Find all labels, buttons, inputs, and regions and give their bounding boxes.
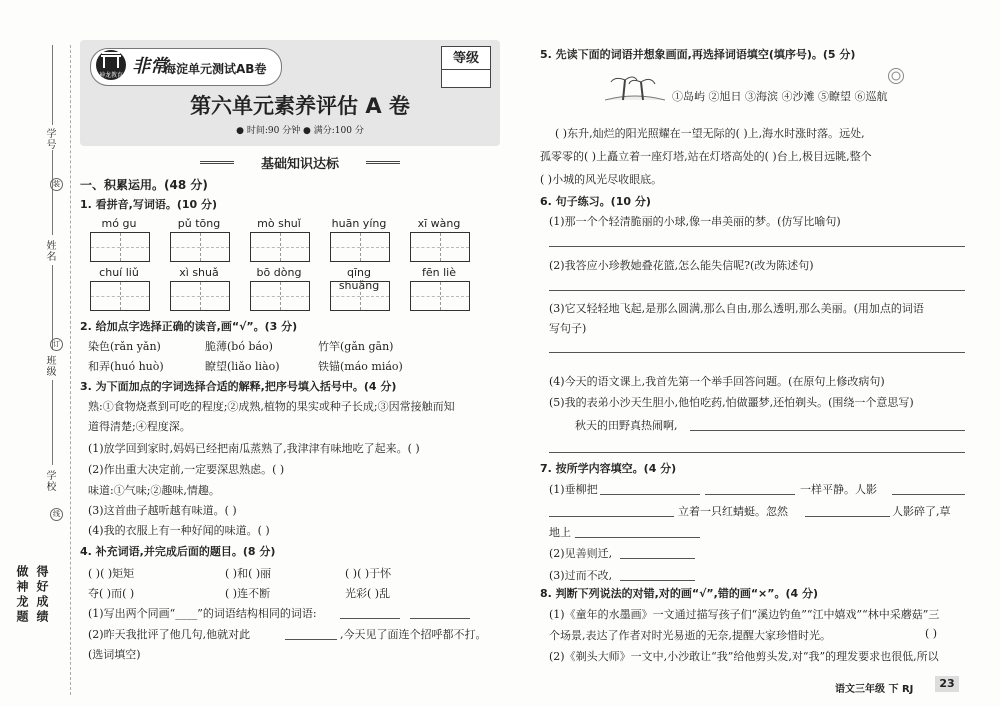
pinyin: bō dòng <box>256 266 302 279</box>
page-title: 第六单元素养评估 A 卷 <box>190 94 410 118</box>
cut-line <box>70 45 72 695</box>
question-8: 8. 判断下列说法的对错,对的画“√”,错的画“×”。(4 分) <box>540 587 819 600</box>
idiom-blank[interactable]: 光彩( )乱 <box>345 587 391 600</box>
q2-option[interactable]: 瞭望(liǎo liào) <box>205 360 280 373</box>
idiom-blank[interactable]: ( )连不断 <box>225 587 271 600</box>
slogan: 得好成绩 <box>35 565 49 625</box>
student-id-label: 学号 <box>44 128 55 150</box>
pinyin: xī wàng <box>417 217 461 230</box>
answer-line[interactable] <box>892 494 965 495</box>
writing-grid[interactable] <box>250 281 310 311</box>
word-options: ①岛屿 ②旭日 ③海滨 ④沙滩 ⑤瞭望 ⑥巡航 <box>672 90 888 103</box>
q2-option[interactable]: 铁锚(máo miáo) <box>318 360 403 373</box>
q2-option[interactable]: 和弄(huó huò) <box>88 360 164 373</box>
answer-line[interactable] <box>285 639 337 640</box>
answer-line[interactable] <box>410 618 470 619</box>
class-label: 班级 <box>44 355 55 377</box>
writing-grid[interactable] <box>90 232 150 262</box>
writing-grid[interactable] <box>410 232 470 262</box>
footer-label: 语文三年级 下 RJ <box>835 684 914 695</box>
palm-beach-icon <box>605 68 665 108</box>
fill-blank-text[interactable]: 孤零零的( )上矗立着一座灯塔,站在灯塔高处的( )台上,极目远眺,整个 <box>540 150 872 163</box>
q7-text: (3)过而不改, <box>549 569 613 582</box>
q3-sentence[interactable]: (2)作出重大决定前,一定要深思熟虑。( ) <box>88 463 285 476</box>
q3-sentence[interactable]: (4)我的衣服上有一种好闻的味道。( ) <box>88 524 270 537</box>
answer-line[interactable] <box>620 558 695 559</box>
q7-text: 人影碎了,草 <box>892 505 951 518</box>
part-heading: 一、积累运用。(48 分) <box>80 178 208 192</box>
q2-option[interactable]: 竹竿(gǎn gān) <box>318 340 394 353</box>
writing-grid[interactable] <box>250 232 310 262</box>
pinyin: xì shuǎ <box>179 266 219 279</box>
pinyin: huān yíng <box>331 217 387 230</box>
gate-icon <box>96 50 126 70</box>
answer-line[interactable] <box>805 516 890 517</box>
logo-text: 神龙教育 <box>98 72 123 79</box>
answer-line[interactable] <box>705 494 795 495</box>
writing-grid[interactable] <box>90 281 150 311</box>
page-number: 23 <box>935 676 959 692</box>
q6-prompt: 写句子) <box>549 322 587 335</box>
answer-line[interactable] <box>575 537 700 538</box>
publisher-logo <box>96 50 126 80</box>
q7-text: (1)垂柳把 <box>549 483 598 496</box>
question-1: 1. 看拼音,写词语。(10 分) <box>80 198 218 211</box>
binding-mark: 装 <box>50 178 63 191</box>
q4-subquestion: (选词填空) <box>88 648 141 661</box>
q7-text: (2)见善则迁, <box>549 547 613 560</box>
pinyin: fēn liè <box>422 266 456 279</box>
binding-mark: 线 <box>50 508 63 521</box>
writing-grid[interactable] <box>410 281 470 311</box>
divider <box>52 265 53 350</box>
grade-box <box>441 46 491 88</box>
fill-blank-text[interactable]: ( )东升,灿烂的阳光照耀在一望无际的( )上,海水时涨时落。远处, <box>555 127 865 140</box>
pinyin: pǔ tōng <box>177 217 221 230</box>
q6-prompt: (3)它又轻轻地飞起,是那么圆满,那么自由,那么透明,那么美丽。(用加点的词语 <box>549 302 924 315</box>
pinyin: mò shuǐ <box>257 217 301 230</box>
answer-line[interactable] <box>549 352 965 353</box>
grade-label: 等级 <box>452 51 479 66</box>
writing-grid[interactable] <box>330 232 390 262</box>
q6-prompt: (2)我答应小珍教她叠花篮,怎么能失信呢?(改为陈述句) <box>549 259 814 272</box>
q7-text: 一样平静。人影 <box>800 483 877 496</box>
question-2: 2. 给加点字选择正确的读音,画“√”。(3 分) <box>80 320 298 333</box>
idiom-blank[interactable]: ( )( )矩矩 <box>88 567 135 580</box>
divider <box>52 45 53 125</box>
q4-subquestion: ,今天见了面连个招呼都不打。 <box>340 628 487 641</box>
question-4: 4. 补充词语,并完成后面的题目。(8 分) <box>80 545 276 558</box>
idiom-blank[interactable]: ( )( )于怀 <box>345 567 392 580</box>
writing-grid[interactable] <box>330 281 390 311</box>
answer-line[interactable] <box>600 494 700 495</box>
slogan: 做神龙题 <box>15 565 29 625</box>
definition-text: 道得清楚;④程度深。 <box>88 420 191 433</box>
answer-line[interactable] <box>340 618 400 619</box>
idiom-blank[interactable]: ( )和( )丽 <box>225 567 272 580</box>
name-label: 姓名 <box>44 240 55 262</box>
series-name: 海淀单元测试AB卷 <box>164 62 267 76</box>
school-label: 学校 <box>44 470 55 492</box>
pinyin: qīng shuǎng <box>338 266 380 292</box>
q6-prompt[interactable]: (4)今天的语文课上,我首先第一个举手回答问题。(在原句上修改病句) <box>549 375 885 388</box>
q4-subquestion: (2)昨天我批评了他几句,他就对此 <box>88 628 251 641</box>
definition-text: 熟:①食物烧煮到可吃的程度;②成熟,植物的果实或种子长成;③因常接触而知 <box>88 400 455 413</box>
answer-line[interactable] <box>549 290 965 291</box>
fill-blank-text[interactable]: ( )小城的风光尽收眼底。 <box>540 173 663 186</box>
pinyin: chuí liǔ <box>99 266 139 279</box>
q2-option[interactable]: 脆薄(bó báo) <box>205 340 273 353</box>
answer-line[interactable] <box>690 430 965 431</box>
q2-option[interactable]: 染色(rǎn yǎn) <box>88 340 161 353</box>
exam-meta: ● 时间:90 分钟 ● 满分:100 分 <box>236 126 364 136</box>
question-3: 3. 为下面加点的字词选择合适的解释,把序号填入括号中。(4 分) <box>80 380 397 393</box>
divider <box>52 150 53 235</box>
writing-grid[interactable] <box>170 232 230 262</box>
q8-statement: 个场景,表达了作者对时光易逝的无奈,提醒大家珍惜时光。 <box>549 629 831 642</box>
q6-prompt: (5)我的表弟小沙天生胆小,他怕吃药,怕做噩梦,还怕剃头。(围绕一个意思写) <box>549 396 914 409</box>
answer-line[interactable] <box>549 452 965 453</box>
sun-icon <box>888 68 904 84</box>
question-7: 7. 按所学内容填空。(4 分) <box>540 462 677 475</box>
answer-line[interactable] <box>549 516 674 517</box>
definition-text: 味道:①气味;②趣味,情趣。 <box>88 484 220 497</box>
q4-subquestion: (1)写出两个同画“____”的词语结构相同的词语: <box>88 607 317 620</box>
writing-grid[interactable] <box>170 281 230 311</box>
answer-parenthesis[interactable]: ( ) <box>925 627 938 640</box>
binding-mark: 订 <box>50 338 63 351</box>
q3-sentence[interactable]: (3)这首曲子越听越有味道。( ) <box>88 504 237 517</box>
q7-text: 立着一只红蜻蜓。忽然 <box>678 505 788 518</box>
answer-line[interactable] <box>620 580 695 581</box>
answer-line[interactable] <box>549 246 965 247</box>
divider <box>52 380 53 465</box>
q6-prompt: (1)那一个个轻清脆丽的小球,像一串美丽的梦。(仿写比喻句) <box>549 215 841 228</box>
question-5: 5. 先读下面的词语并想象画面,再选择词语填空(填序号)。(5 分) <box>540 48 856 61</box>
section-title: 基础知识达标 <box>200 153 400 172</box>
q3-sentence[interactable]: (1)放学回到家时,妈妈已经把南瓜蒸熟了,我津津有味地吃了起来。( ) <box>88 442 420 455</box>
question-6: 6. 句子练习。(10 分) <box>540 195 651 208</box>
q8-statement: (1)《童年的水墨画》一文通过描写孩子们“溪边钓鱼”“江中嬉戏”“林中采蘑菇”三 <box>549 608 940 621</box>
idiom-blank[interactable]: 夺( )而( ) <box>88 587 135 600</box>
q8-statement: (2)《剃头大师》一文中,小沙敢让“我”给他剪头发,对“我”的理发要求也很低,所以 <box>549 650 939 663</box>
brand-mark: 非常 <box>132 56 168 77</box>
binding-strip <box>0 0 72 707</box>
q6-starter: 秋天的田野真热闹啊, <box>575 419 678 432</box>
q7-text: 地上 <box>549 526 571 539</box>
pinyin: mó gu <box>101 217 137 230</box>
